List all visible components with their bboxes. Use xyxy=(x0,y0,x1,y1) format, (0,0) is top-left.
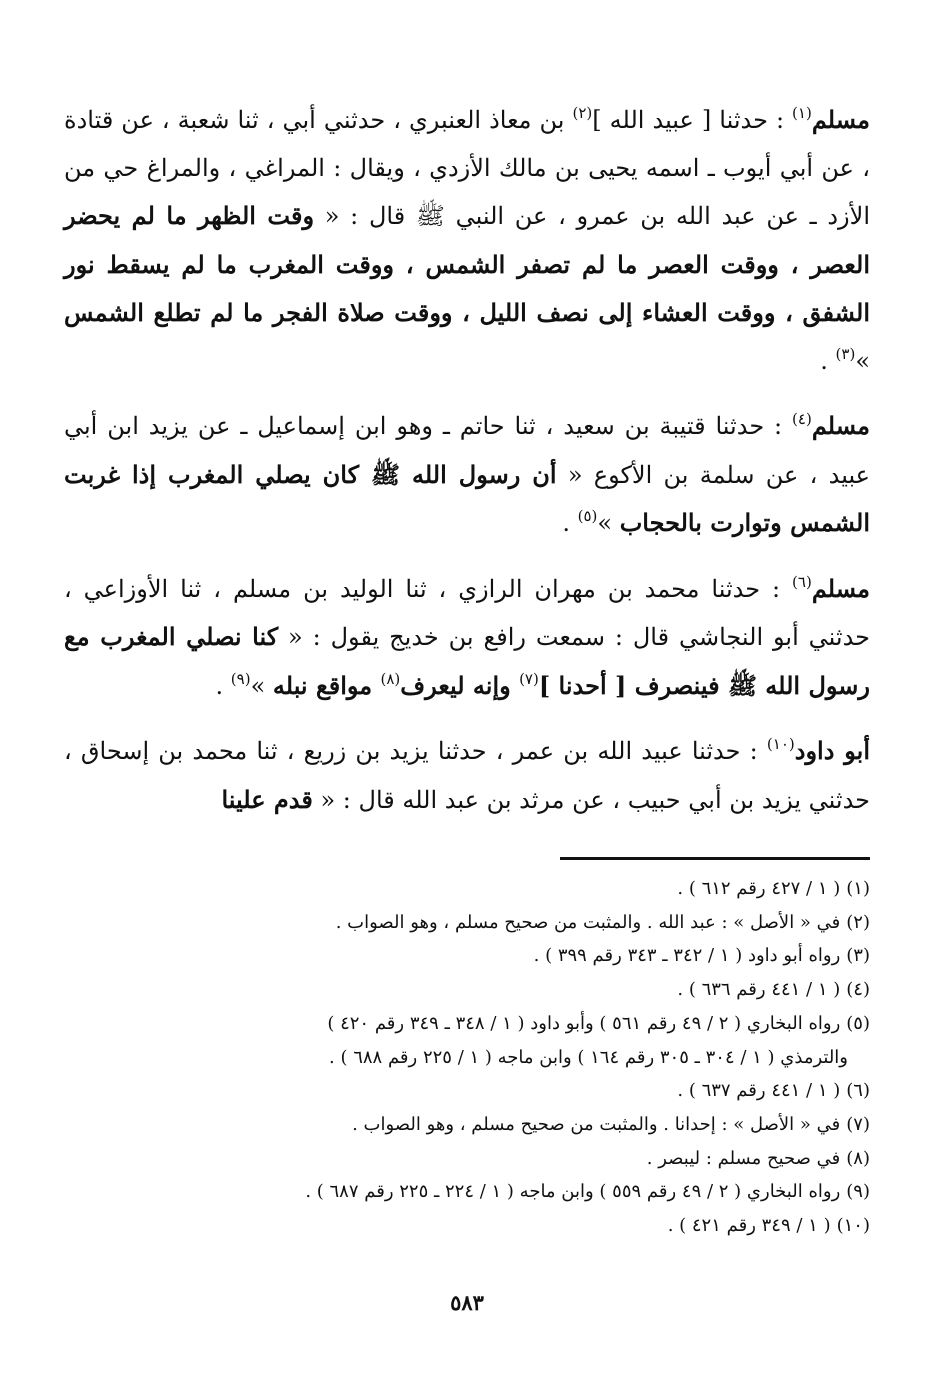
chain-text: : حدثنا محمد بن مهران الرازي ، ثنا الوليد بن مسلم ، ثنا الأوزاعي ، حدثني أبو النجاشي قال : سمعت رافع بن خديج يقول : « xyxy=(64,574,870,651)
footnote-number: (٢) xyxy=(846,911,870,933)
footnote-2 xyxy=(64,906,870,940)
hadith-quote: وإنه ليعرف xyxy=(400,670,520,700)
footnote-10 xyxy=(64,1209,870,1243)
quote-close: » xyxy=(855,346,870,375)
footnote-number: (٩) xyxy=(846,1181,870,1203)
quote-close: » xyxy=(597,509,620,537)
source-name: مسلم xyxy=(811,573,870,603)
hadith-paragraph-1 xyxy=(64,96,870,385)
chain-text: : حدثنا [ عبيد الله ] xyxy=(592,106,793,134)
period: . xyxy=(562,509,578,537)
footnote-ref: (٤) xyxy=(792,410,812,428)
footnote-ref: (١) xyxy=(792,104,812,122)
footnote-6 xyxy=(64,1074,870,1108)
hadith-paragraph-3 xyxy=(64,565,870,711)
footnote-1 xyxy=(64,872,870,906)
hadith-quote: أن رسول الله ﷺ كان يصلي المغرب إذا غربت الشمس وتوارت بالحجاب xyxy=(64,459,870,537)
footnote-ref: (٩) xyxy=(230,669,251,688)
source-name: مسلم xyxy=(811,105,871,134)
footnote-ref: (١٠) xyxy=(766,735,795,753)
footnote-number: (٣) xyxy=(846,945,870,967)
footnote-7 xyxy=(64,1108,870,1142)
hadith-paragraph-2 xyxy=(64,402,870,548)
source-name: مسلم xyxy=(811,411,870,440)
page-number: ٥٨٣ xyxy=(450,1290,484,1315)
hadith-quote: مواقع نبله xyxy=(272,670,381,700)
footnote-ref: (٣) xyxy=(835,344,856,363)
footnotes xyxy=(64,872,870,1243)
footnote-text: في « الأصل » : عبد الله . والمثبت من صحيح مسلم ، وهو الصواب . xyxy=(335,911,841,933)
footnote-5-continued xyxy=(64,1041,870,1075)
quote-close: » xyxy=(250,671,273,700)
hadith-quote: كنا نصلي المغرب مع رسول الله ﷺ فينصرف [ أحدنا ] xyxy=(64,622,870,700)
footnote-text: في صحيح مسلم : ليبصر . xyxy=(646,1147,841,1169)
footnote-8 xyxy=(64,1142,870,1176)
footnote-number: (٤) xyxy=(846,979,870,1001)
footnote-5 xyxy=(64,1007,870,1041)
footnote-text: ( ١ / ٤٤١ رقم ٦٣٦ ) . xyxy=(677,979,841,1001)
chain-text: : حدثنا عبيد الله بن عمر ، حدثنا يزيد بن زريع ، ثنا محمد بن إسحاق ، حدثني يزيد بن أبي حبيب ، عن مرثد بن عبد الله قال : « xyxy=(64,737,870,814)
footnote-separator xyxy=(560,857,870,860)
footnote-number: (٥) xyxy=(846,1012,870,1034)
hadith-quote: قدم علينا xyxy=(221,784,313,814)
footnote-text: رواه أبو داود ( ١ / ٣٤٢ ـ ٣٤٣ رقم ٣٩٩ ) . xyxy=(533,945,841,967)
footnote-text: رواه البخاري ( ٢ / ٤٩ رقم ٥٥٩ ) وابن ماجه ( ١ / ٢٢٤ ـ ٢٢٥ رقم ٦٨٧ ) . xyxy=(305,1181,841,1203)
footnote-ref: (٢) xyxy=(572,104,593,122)
footnote-text: في « الأصل » : إحدانا . والمثبت من صحيح مسلم ، وهو الصواب . xyxy=(352,1113,841,1135)
footnote-3 xyxy=(64,939,870,973)
footnote-number: (٧) xyxy=(846,1113,870,1135)
footnote-text: والترمذي ( ١ / ٣٠٤ ـ ٣٠٥ رقم ١٦٤ ) وابن ماجه ( ١ / ٢٢٥ رقم ٦٨٨ ) . xyxy=(329,1046,848,1068)
footnote-ref: (٦) xyxy=(792,572,812,591)
hadith-paragraph-4 xyxy=(64,727,870,824)
period: . xyxy=(820,346,836,375)
footnote-number: (١٠) xyxy=(836,1215,870,1237)
hadith-quote: وقت الظهر ما لم يحضر العصر ، ووقت العصر ما لم تصفر الشمس ، ووقت المغرب ما لم يسقط نور الشفق ، ووقت العشاء إلى نصف الليل ، ووقت صلاة الفجر ما لم تطلع الشمس xyxy=(64,201,870,327)
chain-text: : حدثنا قتيبة بن سعيد ، ثنا حاتم ـ وهو ابن إسماعيل ـ عن يزيد ابن أبي عبيد ، عن سلمة بن الأكوع « xyxy=(64,412,871,489)
source-name: أبو داود xyxy=(794,736,871,765)
footnote-4 xyxy=(64,973,870,1007)
footnote-text: رواه البخاري ( ٢ / ٤٩ رقم ٥٦١ ) وأبو داود ( ١ / ٣٤٨ ـ ٣٤٩ رقم ٤٢٠ ) xyxy=(327,1012,841,1034)
footnote-number: (٦) xyxy=(846,1080,870,1102)
footnote-text: ( ١ / ٤٢٧ رقم ٦١٢ ) . xyxy=(677,878,841,899)
footnote-9 xyxy=(64,1175,870,1209)
footnote-text: ( ١ / ٣٤٩ رقم ٤٢١ ) . xyxy=(667,1215,831,1237)
footnote-ref: (٨) xyxy=(380,669,401,688)
footnote-ref: (٧) xyxy=(519,669,539,688)
footnote-number: (٨) xyxy=(846,1147,870,1169)
chain-text: بن معاذ العنبري ، حدثني أبي ، ثنا شعبة ، عن قتادة ، عن أبي أيوب ـ اسمه يحيى بن مالك الأزدي ، ويقال : المراغي ، والمراغ حي من الأزد ـ عن عبد الله بن عمرو ، عن النبي ﷺ قال : « xyxy=(64,106,871,230)
footnote-number: (١) xyxy=(846,878,870,899)
footnote-text: ( ١ / ٤٤١ رقم ٦٣٧ ) . xyxy=(677,1080,841,1102)
footnote-ref: (٥) xyxy=(577,507,598,525)
period: . xyxy=(215,671,231,700)
main-text xyxy=(64,96,870,824)
